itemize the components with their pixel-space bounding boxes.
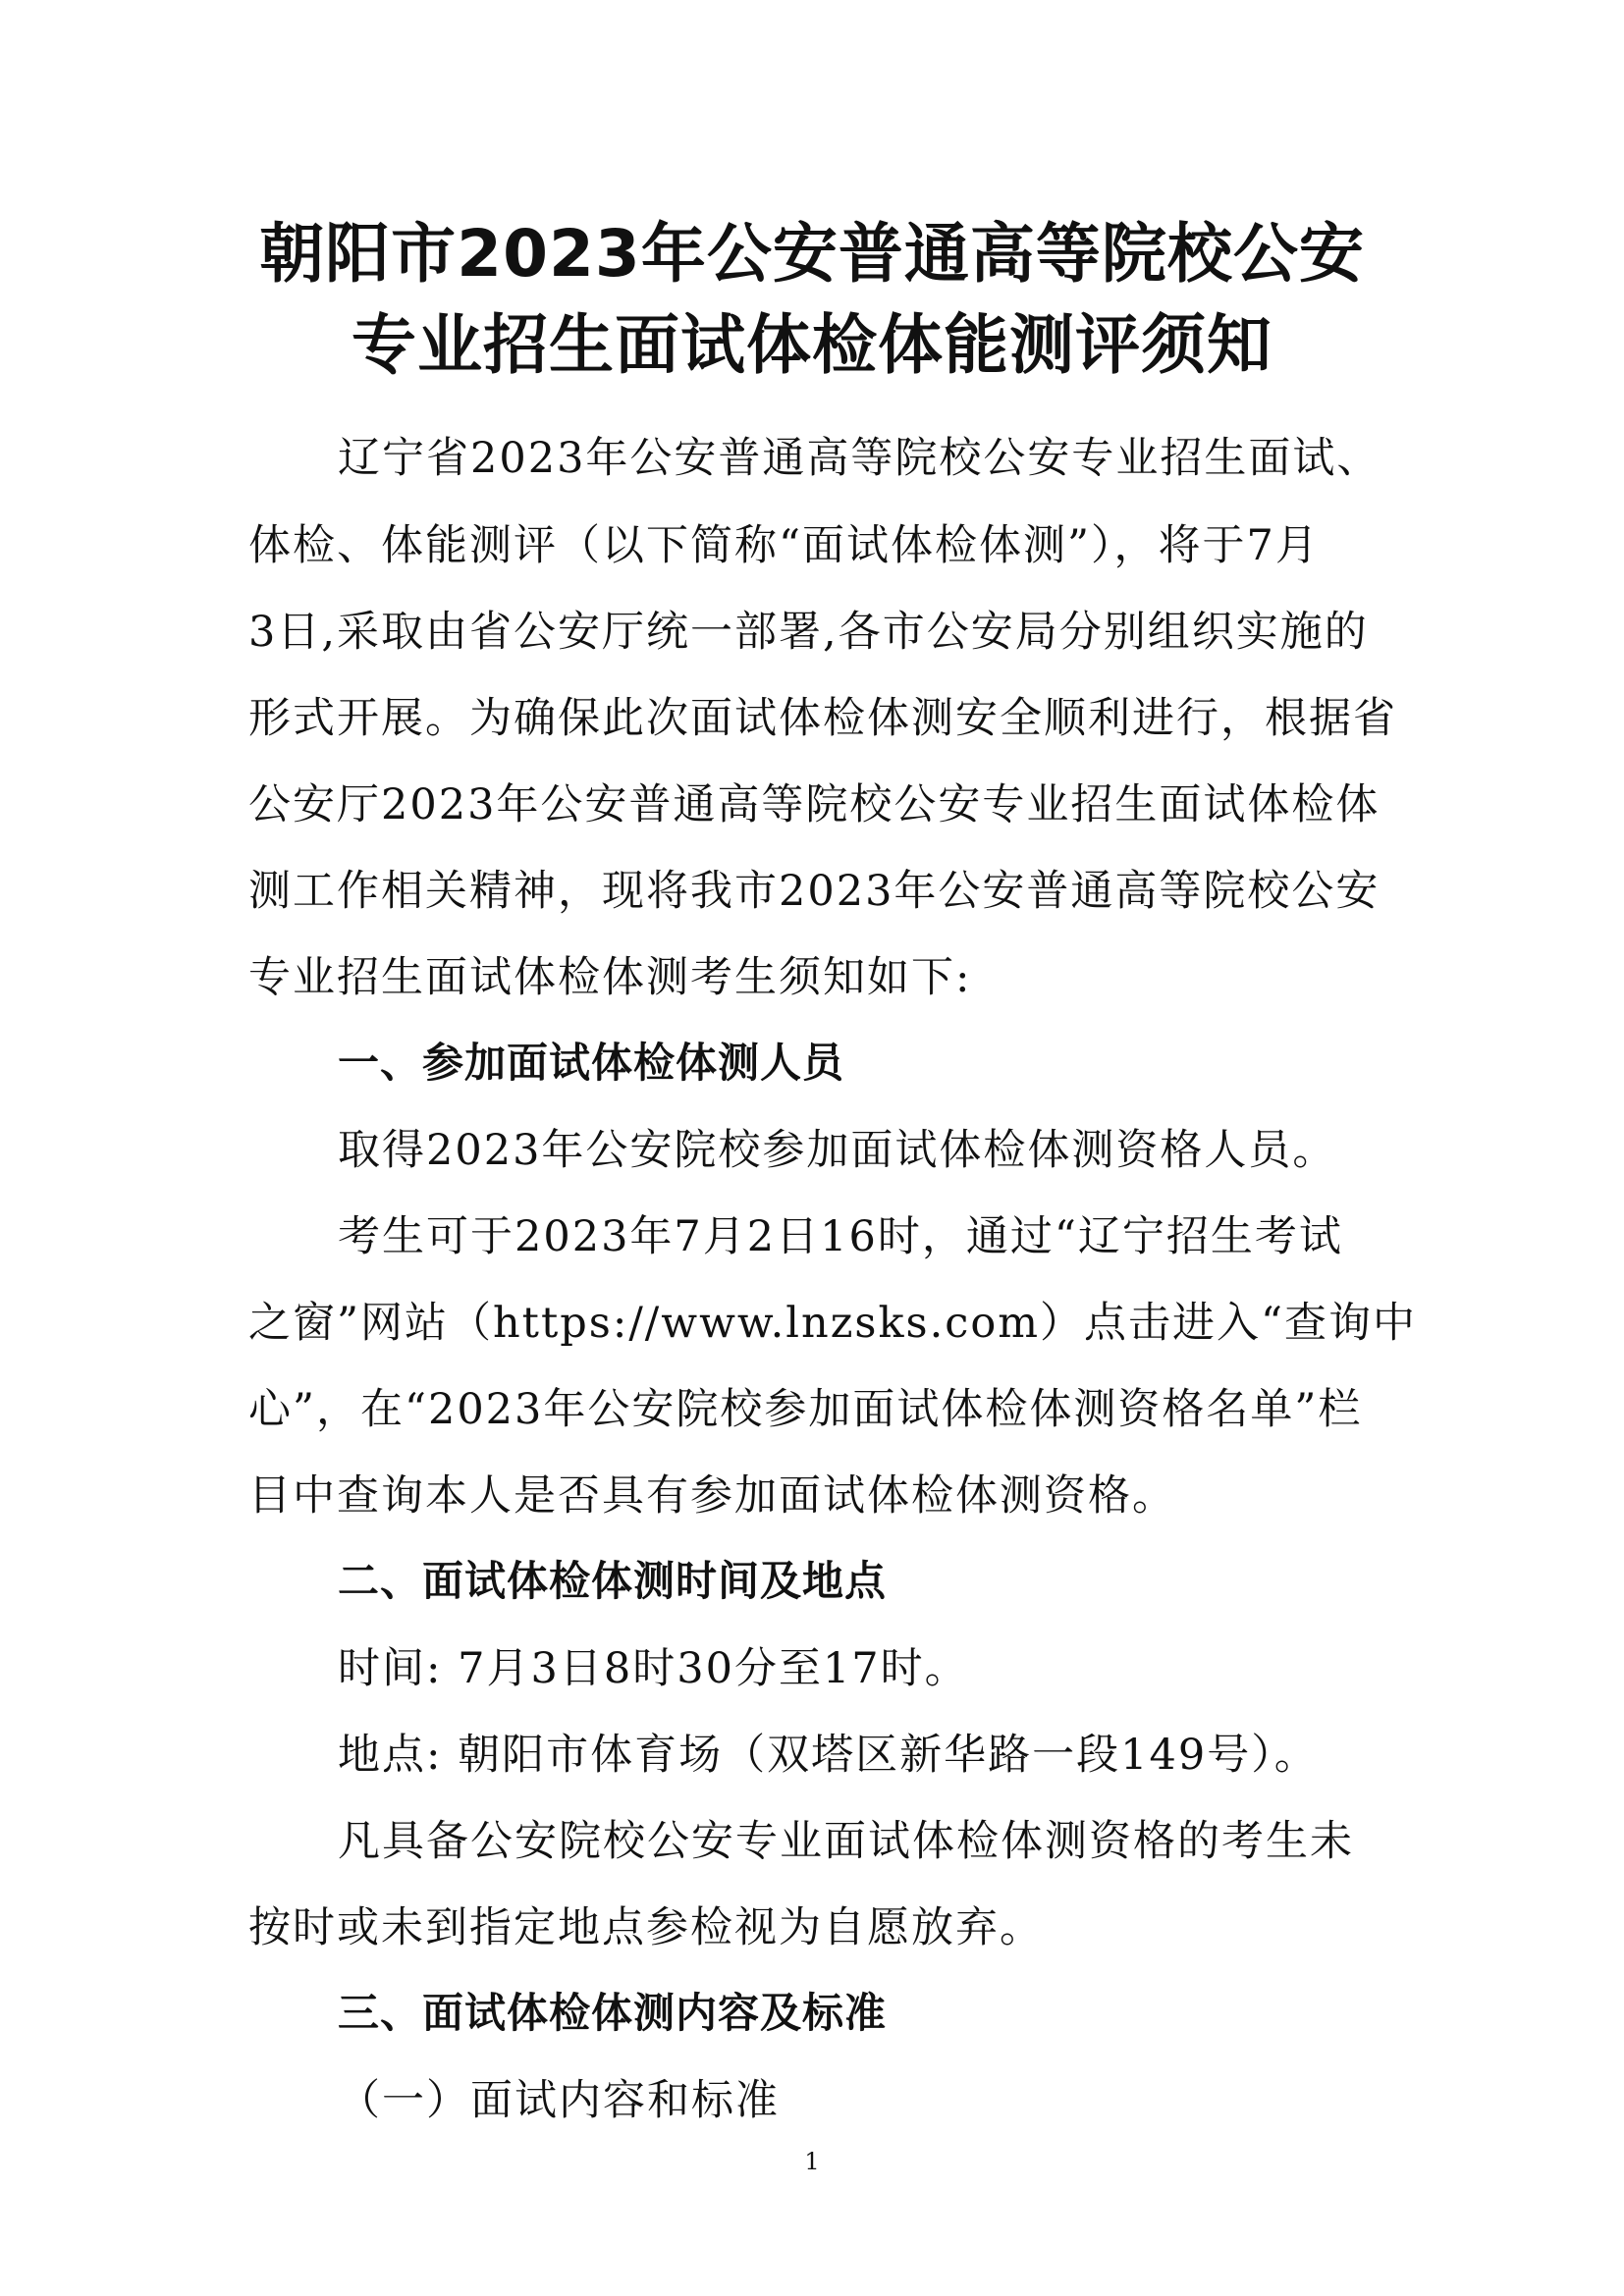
- section-3-subheading: （一）面试内容和标准: [338, 2076, 780, 2125]
- section-1-line: 心”，在“2023年公安院校参加面试体检体测资格名单”栏: [248, 1385, 1363, 1434]
- section-1-heading: 一、参加面试体检体测人员: [338, 1039, 845, 1087]
- section-2-note-line: 凡具备公安院校公安专业面试体检体测资格的考生未: [338, 1817, 1354, 1866]
- intro-line: 形式开展。为确保此次面试体检体测安全顺利进行，根据省: [248, 694, 1397, 743]
- section-3-heading: 三、面试体检体测内容及标准: [338, 1989, 888, 2037]
- intro-line: 辽宁省2023年公安普通高等院校公安专业招生面试、: [338, 434, 1381, 483]
- intro-line: 测工作相关精神，现将我市2023年公安普通高等院校公安: [248, 867, 1380, 916]
- document-title-line-1: 朝阳市2023年公安普通高等院校公安: [259, 216, 1365, 292]
- section-1-line: 之窗”网站（https://www.lnzsks.com）点击进入“查询中: [248, 1299, 1417, 1348]
- page-number: 1: [804, 2148, 820, 2175]
- section-2-place: 地点: 朝阳市体育场（双塔区新华路一段149号）。: [338, 1731, 1319, 1780]
- section-1-line: 目中查询本人是否具有参加面试体检体测资格。: [248, 1471, 1176, 1521]
- section-2-time: 时间: 7月3日8时30分至17时。: [338, 1644, 969, 1693]
- section-1-paragraph: 取得2023年公安院校参加面试体检体测资格人员。: [338, 1126, 1337, 1175]
- section-2-heading: 二、面试体检体测时间及地点: [338, 1557, 888, 1605]
- section-2-note-line: 按时或未到指定地点参检视为自愿放弃。: [248, 1903, 1044, 1952]
- intro-line: 公安厅2023年公安普通高等院校公安专业招生面试体检体: [248, 780, 1380, 829]
- intro-line: 体检、体能测评（以下简称“面试体检体测”），将于7月: [248, 521, 1320, 570]
- document-title-line-2: 专业招生面试体检体能测评须知: [352, 307, 1272, 383]
- intro-line: 专业招生面试体检体测考生须知如下:: [248, 953, 972, 1002]
- section-1-line: 考生可于2023年7月2日16时，通过“辽宁招生考试: [338, 1212, 1343, 1261]
- intro-line: 3日,采取由省公安厅统一部署,各市公安局分别组织实施的: [248, 608, 1369, 657]
